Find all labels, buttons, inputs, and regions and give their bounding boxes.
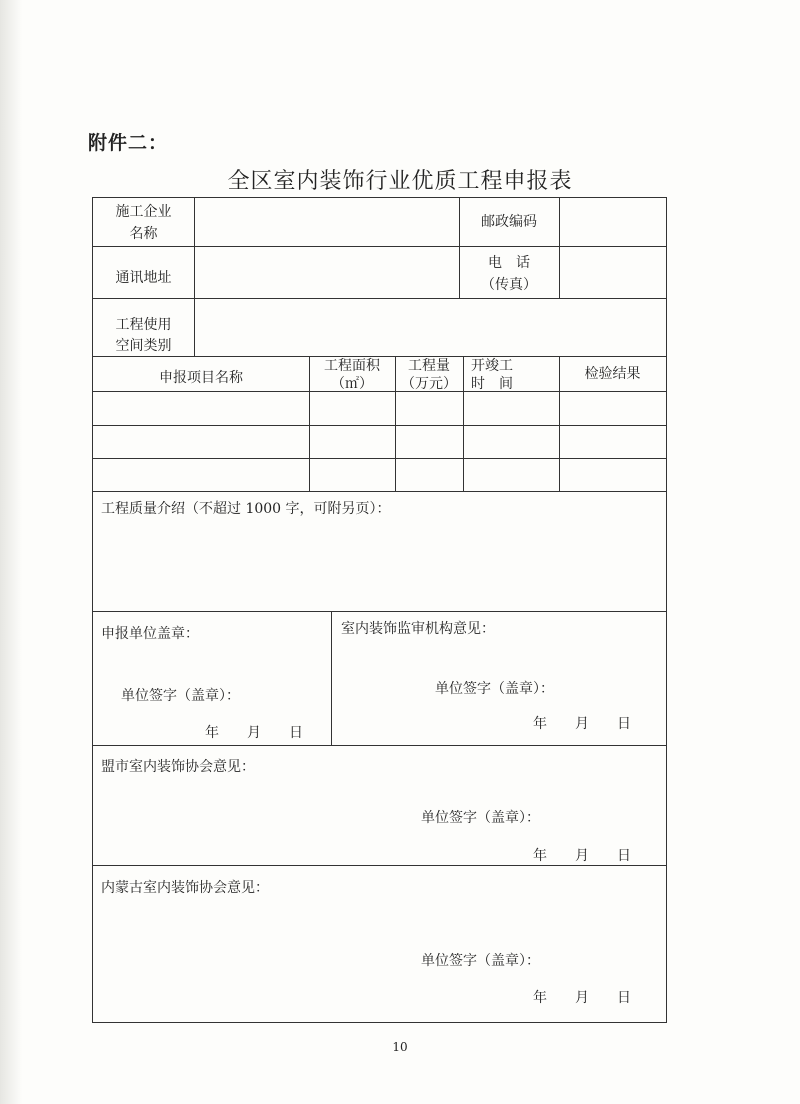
page-number: 10	[392, 1040, 408, 1054]
phone-label-1: 电 话	[488, 255, 530, 271]
postcode-field[interactable]	[561, 200, 664, 244]
row-line	[93, 298, 666, 299]
period-header-2: 时 间	[471, 376, 513, 392]
company-name-label-2: 名称	[129, 226, 158, 242]
league-association-date: 年 月 日	[533, 848, 631, 864]
project-row-1[interactable]	[95, 393, 664, 423]
address-field[interactable]	[196, 248, 457, 296]
company-name-field[interactable]	[196, 200, 457, 244]
phone-label-2: （传真）	[481, 277, 537, 293]
area-header-1: 工程面积	[324, 358, 380, 374]
postcode-label: 邮政编码	[481, 214, 537, 230]
period-header-1: 开竣工	[471, 358, 513, 374]
project-row-3[interactable]	[95, 460, 664, 489]
application-form-table	[92, 197, 667, 1023]
project-row-2[interactable]	[95, 427, 664, 456]
inspection-header: 检验结果	[584, 366, 641, 382]
space-type-label-2: 空间类别	[115, 338, 172, 354]
supervision-date: 年 月 日	[533, 716, 631, 732]
area-header-2: （㎡）	[331, 376, 373, 392]
row-line	[93, 425, 666, 426]
amount-header-1: 工程量	[408, 358, 450, 374]
row-line	[93, 745, 666, 746]
region-association-opinion-label: 内蒙古室内装饰协会意见：	[101, 880, 269, 896]
company-name-label-1: 施工企业	[115, 204, 172, 220]
applicant-sign-label: 单位签字（盖章）：	[121, 688, 240, 704]
space-type-label-1: 工程使用	[115, 317, 172, 333]
row-line	[93, 246, 666, 247]
supervision-opinion-label: 室内装饰监审机构意见：	[341, 621, 495, 637]
region-association-sign-label: 单位签字（盖章）：	[421, 953, 540, 969]
applicant-seal-label: 申报单位盖章：	[101, 626, 199, 642]
column-line	[331, 611, 332, 745]
column-line	[194, 198, 195, 356]
league-association-opinion-label: 盟市室内装饰协会意见：	[101, 759, 255, 775]
amount-header-2: （万元）	[401, 376, 457, 392]
supervision-sign-label: 单位签字（盖章）：	[435, 681, 554, 697]
project-name-header: 申报项目名称	[159, 370, 243, 386]
applicant-date: 年 月 日	[205, 725, 303, 741]
quality-intro-label: 工程质量介绍（不超过 1000 字，可附另页）：	[101, 501, 391, 517]
region-association-date: 年 月 日	[533, 990, 631, 1006]
row-line	[93, 458, 666, 459]
quality-intro-field[interactable]	[95, 523, 664, 609]
attachment-label: 附件二：	[88, 132, 169, 154]
column-line	[559, 198, 560, 298]
row-line	[93, 491, 666, 492]
phone-field[interactable]	[561, 248, 664, 296]
address-label: 通讯地址	[115, 270, 172, 286]
form-title: 全区室内装饰行业优质工程申报表	[227, 169, 573, 194]
space-type-field[interactable]	[196, 300, 664, 354]
row-line	[93, 611, 666, 612]
league-association-sign-label: 单位签字（盖章）：	[421, 810, 540, 826]
